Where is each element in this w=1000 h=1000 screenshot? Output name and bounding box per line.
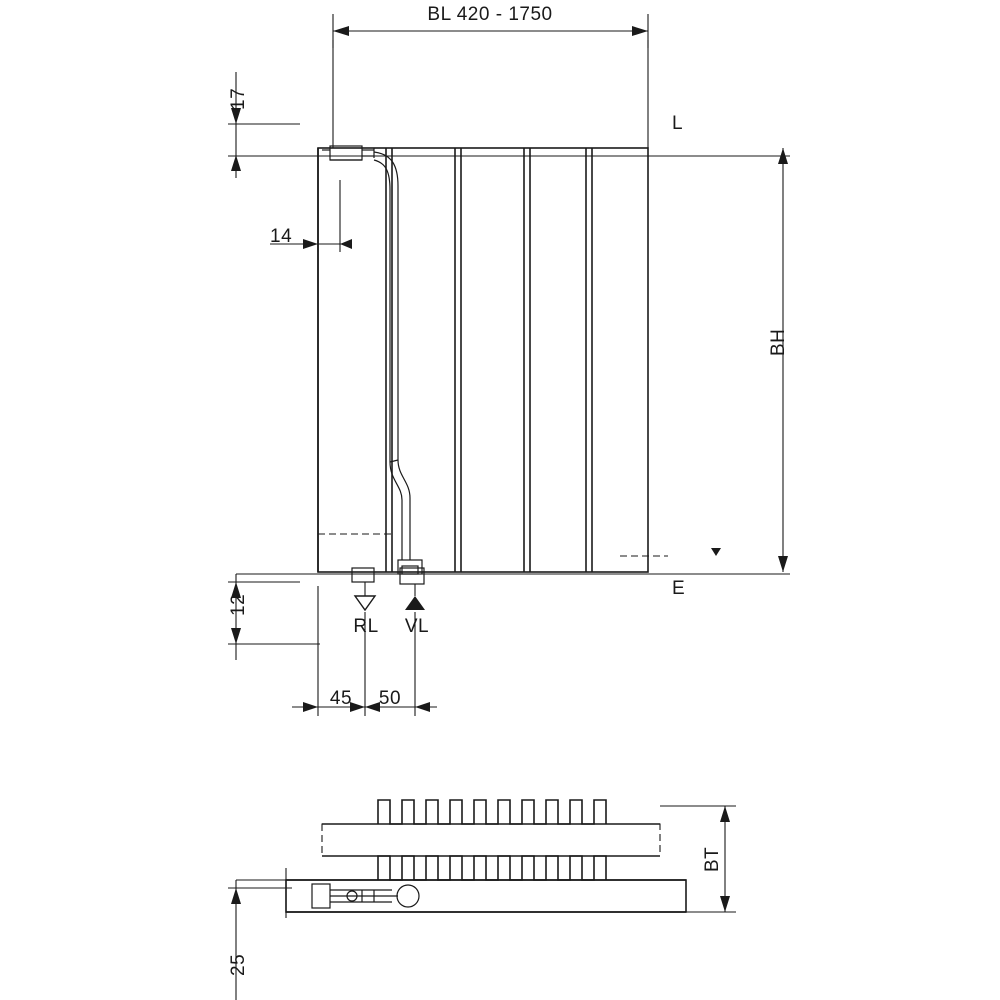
dim-bt-depth bbox=[660, 806, 736, 912]
fin-comb-upper bbox=[378, 800, 606, 824]
dim-bh-height bbox=[778, 148, 788, 572]
label-17: 17 bbox=[228, 87, 249, 110]
section-connector-box bbox=[312, 884, 330, 908]
label-e: E bbox=[672, 578, 686, 599]
label-rl: RL bbox=[353, 616, 379, 637]
section-upper-outline bbox=[322, 824, 660, 856]
radiator-front-view bbox=[236, 146, 790, 584]
dim-25-bottom bbox=[228, 880, 292, 1000]
label-bl-width: BL 420 - 1750 bbox=[427, 4, 553, 25]
radiator-section-view bbox=[236, 800, 686, 918]
label-vl: VL bbox=[404, 616, 430, 637]
label-12: 12 bbox=[228, 593, 249, 616]
section-valve-circle bbox=[397, 885, 419, 907]
rl-triangle-icon bbox=[355, 596, 375, 610]
label-50: 50 bbox=[378, 688, 402, 709]
fin-comb-lower bbox=[378, 856, 606, 880]
vl-triangle-icon bbox=[405, 596, 425, 610]
arrow-e-line bbox=[711, 548, 721, 556]
label-bt: BT bbox=[702, 846, 723, 872]
label-14: 14 bbox=[270, 226, 293, 247]
label-l: L bbox=[672, 113, 684, 134]
valve-vl-stub bbox=[400, 568, 424, 584]
valve-rl-body bbox=[352, 568, 374, 582]
label-25: 25 bbox=[228, 953, 249, 976]
label-45: 45 bbox=[329, 688, 353, 709]
label-bh: BH bbox=[768, 328, 789, 356]
panel-outline bbox=[318, 148, 648, 572]
dim-12-bottom bbox=[228, 574, 320, 660]
